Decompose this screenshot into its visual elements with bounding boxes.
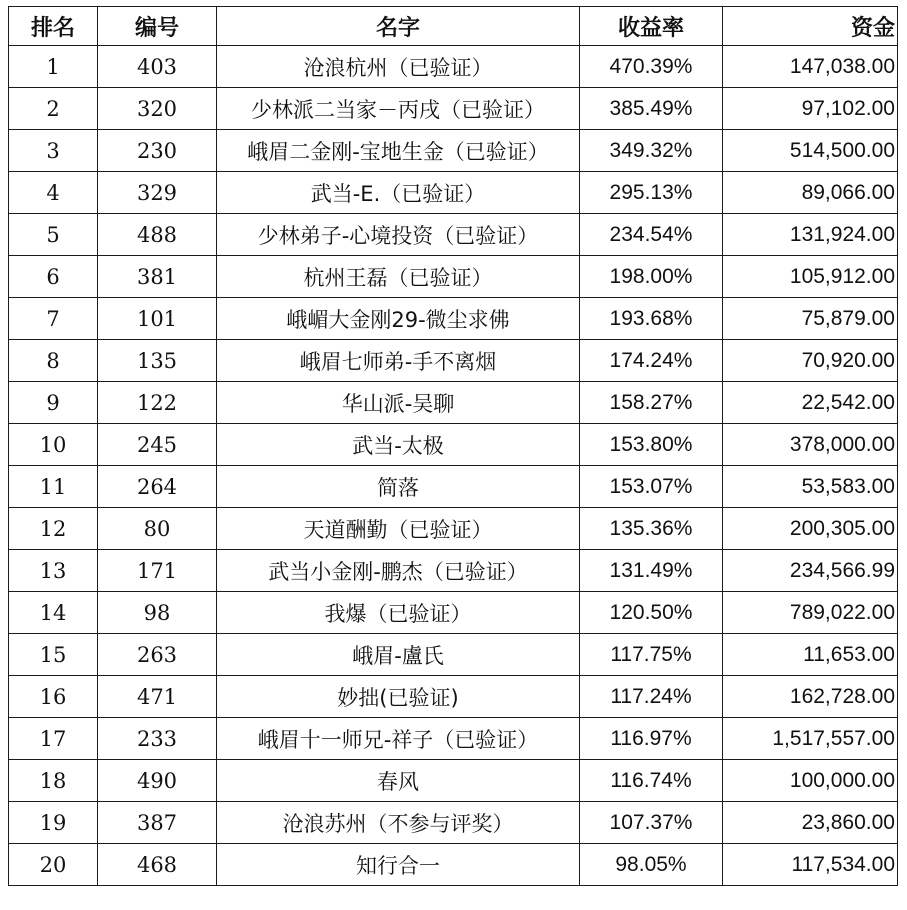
cell-funds: 89,066.00	[723, 172, 898, 214]
cell-rank: 18	[9, 760, 98, 802]
table-row	[9, 298, 898, 340]
cell-name: 杭州王磊（已验证）	[217, 256, 580, 298]
cell-return-rate: 153.07%	[580, 466, 723, 508]
header-id: 编号	[98, 7, 217, 46]
cell-id: 98	[98, 592, 217, 634]
cell-rank: 3	[9, 130, 98, 172]
table-row	[9, 802, 898, 844]
table-row	[9, 46, 898, 88]
cell-id: 101	[98, 298, 217, 340]
cell-funds: 234,566.99	[723, 550, 898, 592]
table-row	[9, 256, 898, 298]
table-row	[9, 634, 898, 676]
cell-rank: 2	[9, 88, 98, 130]
cell-name: 沧浪苏州（不参与评奖）	[217, 802, 580, 844]
cell-name: 峨眉二金刚-宝地生金（已验证）	[217, 130, 580, 172]
table-row	[9, 508, 898, 550]
cell-name: 简落	[217, 466, 580, 508]
cell-rank: 7	[9, 298, 98, 340]
table-row	[9, 718, 898, 760]
cell-return-rate: 295.13%	[580, 172, 723, 214]
cell-id: 264	[98, 466, 217, 508]
table-row	[9, 676, 898, 718]
cell-id: 80	[98, 508, 217, 550]
cell-return-rate: 198.00%	[580, 256, 723, 298]
cell-rank: 8	[9, 340, 98, 382]
cell-return-rate: 116.74%	[580, 760, 723, 802]
cell-funds: 22,542.00	[723, 382, 898, 424]
cell-funds: 23,860.00	[723, 802, 898, 844]
cell-name: 峨嵋大金刚29-微尘求佛	[217, 298, 580, 340]
table-row	[9, 214, 898, 256]
cell-funds: 70,920.00	[723, 340, 898, 382]
cell-funds: 378,000.00	[723, 424, 898, 466]
cell-return-rate: 153.80%	[580, 424, 723, 466]
cell-id: 403	[98, 46, 217, 88]
cell-funds: 200,305.00	[723, 508, 898, 550]
cell-return-rate: 117.24%	[580, 676, 723, 718]
cell-name: 峨眉-盧氏	[217, 634, 580, 676]
cell-id: 263	[98, 634, 217, 676]
cell-name: 华山派-吴聊	[217, 382, 580, 424]
cell-id: 320	[98, 88, 217, 130]
cell-name: 知行合一	[217, 844, 580, 886]
cell-id: 387	[98, 802, 217, 844]
cell-id: 488	[98, 214, 217, 256]
table-row	[9, 550, 898, 592]
cell-name: 天道酬勤（已验证）	[217, 508, 580, 550]
cell-funds: 162,728.00	[723, 676, 898, 718]
cell-return-rate: 234.54%	[580, 214, 723, 256]
cell-return-rate: 117.75%	[580, 634, 723, 676]
table-row	[9, 760, 898, 802]
cell-name: 少林弟子-心境投资（已验证）	[217, 214, 580, 256]
cell-return-rate: 385.49%	[580, 88, 723, 130]
cell-rank: 9	[9, 382, 98, 424]
cell-return-rate: 131.49%	[580, 550, 723, 592]
cell-funds: 117,534.00	[723, 844, 898, 886]
cell-return-rate: 193.68%	[580, 298, 723, 340]
ranking-table	[8, 6, 898, 886]
table-row	[9, 88, 898, 130]
cell-rank: 13	[9, 550, 98, 592]
cell-return-rate: 135.36%	[580, 508, 723, 550]
cell-rank: 6	[9, 256, 98, 298]
cell-return-rate: 349.32%	[580, 130, 723, 172]
table-row	[9, 130, 898, 172]
cell-rank: 16	[9, 676, 98, 718]
cell-rank: 14	[9, 592, 98, 634]
cell-rank: 20	[9, 844, 98, 886]
cell-rank: 1	[9, 46, 98, 88]
cell-rank: 10	[9, 424, 98, 466]
cell-name: 武当-太极	[217, 424, 580, 466]
table-row	[9, 340, 898, 382]
cell-id: 245	[98, 424, 217, 466]
cell-return-rate: 470.39%	[580, 46, 723, 88]
cell-id: 471	[98, 676, 217, 718]
table-row	[9, 844, 898, 886]
cell-rank: 12	[9, 508, 98, 550]
cell-id: 135	[98, 340, 217, 382]
cell-name: 我爆（已验证）	[217, 592, 580, 634]
cell-funds: 131,924.00	[723, 214, 898, 256]
table-row	[9, 466, 898, 508]
header-name: 名字	[217, 7, 580, 46]
cell-funds: 100,000.00	[723, 760, 898, 802]
cell-name: 妙拙(已验证)	[217, 676, 580, 718]
cell-rank: 5	[9, 214, 98, 256]
cell-name: 少林派二当家－丙戌（已验证）	[217, 88, 580, 130]
cell-return-rate: 158.27%	[580, 382, 723, 424]
table-row	[9, 592, 898, 634]
cell-rank: 15	[9, 634, 98, 676]
cell-rank: 17	[9, 718, 98, 760]
cell-name: 武当-E.（已验证）	[217, 172, 580, 214]
table-row	[9, 172, 898, 214]
cell-return-rate: 120.50%	[580, 592, 723, 634]
cell-id: 490	[98, 760, 217, 802]
cell-return-rate: 107.37%	[580, 802, 723, 844]
cell-funds: 1,517,557.00	[723, 718, 898, 760]
cell-funds: 514,500.00	[723, 130, 898, 172]
cell-funds: 105,912.00	[723, 256, 898, 298]
cell-id: 230	[98, 130, 217, 172]
cell-funds: 11,653.00	[723, 634, 898, 676]
cell-id: 329	[98, 172, 217, 214]
cell-name: 春风	[217, 760, 580, 802]
cell-funds: 53,583.00	[723, 466, 898, 508]
cell-name: 峨眉七师弟-手不离烟	[217, 340, 580, 382]
cell-return-rate: 98.05%	[580, 844, 723, 886]
header-return-rate: 收益率	[580, 7, 723, 46]
cell-id: 468	[98, 844, 217, 886]
cell-rank: 19	[9, 802, 98, 844]
header-funds: 资金	[723, 7, 898, 46]
table-row	[9, 382, 898, 424]
table-body	[9, 46, 898, 886]
cell-id: 233	[98, 718, 217, 760]
cell-rank: 4	[9, 172, 98, 214]
cell-name: 沧浪杭州（已验证）	[217, 46, 580, 88]
cell-id: 171	[98, 550, 217, 592]
cell-funds: 75,879.00	[723, 298, 898, 340]
header-row	[9, 7, 898, 46]
cell-funds: 97,102.00	[723, 88, 898, 130]
cell-id: 122	[98, 382, 217, 424]
cell-return-rate: 174.24%	[580, 340, 723, 382]
cell-name: 武当小金刚-鹏杰（已验证）	[217, 550, 580, 592]
cell-rank: 11	[9, 466, 98, 508]
cell-funds: 147,038.00	[723, 46, 898, 88]
table-row	[9, 424, 898, 466]
cell-id: 381	[98, 256, 217, 298]
cell-name: 峨眉十一师兄-祥子（已验证）	[217, 718, 580, 760]
cell-funds: 789,022.00	[723, 592, 898, 634]
cell-return-rate: 116.97%	[580, 718, 723, 760]
header-rank: 排名	[9, 7, 98, 46]
